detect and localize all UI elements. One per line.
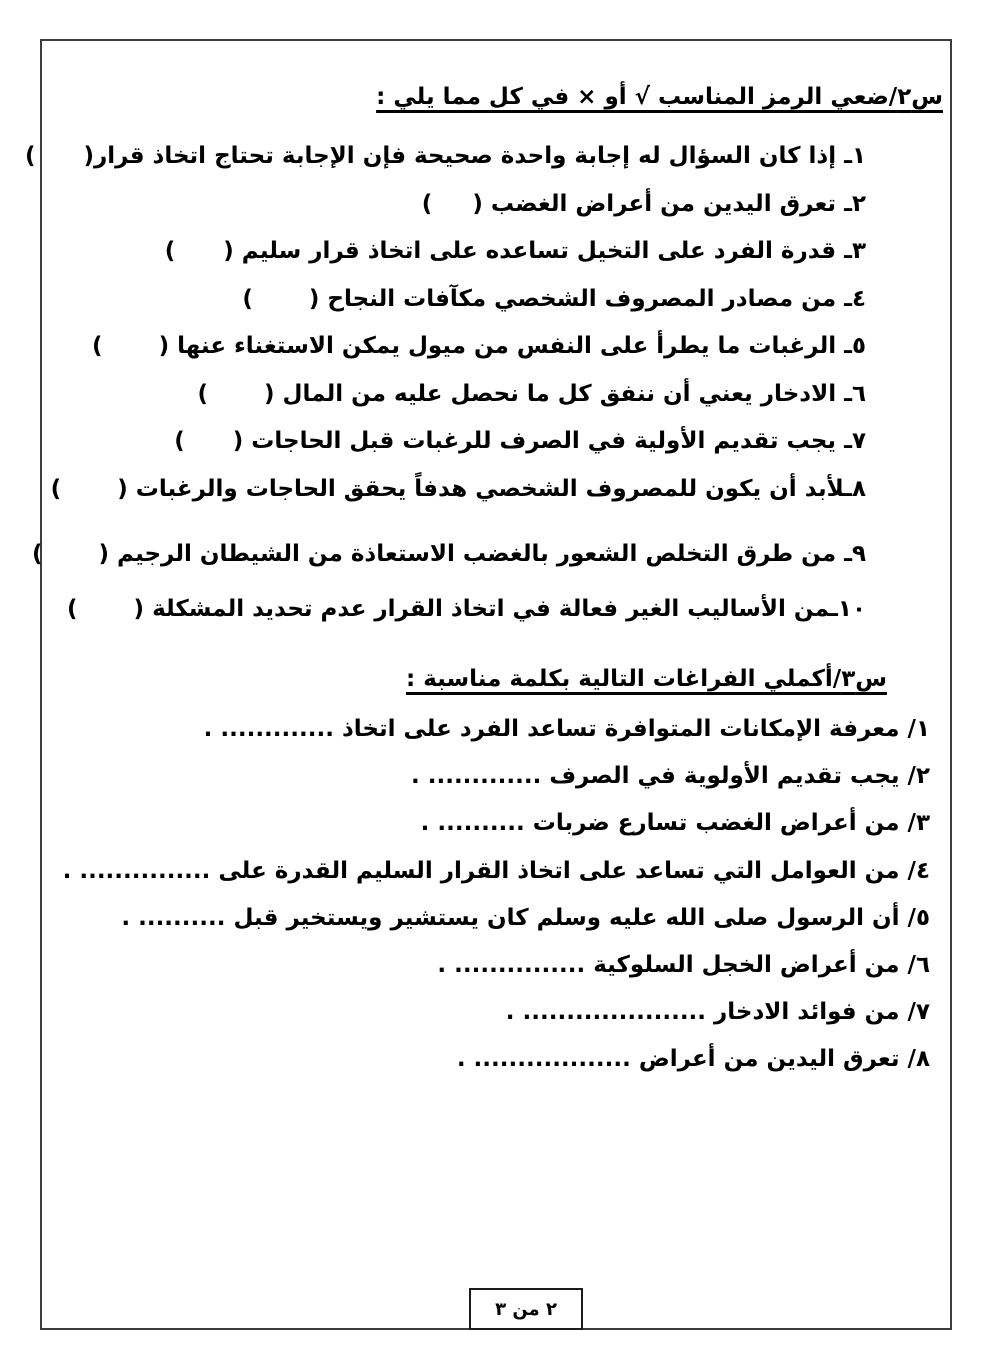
fill-blank-item-4: ٤/ من العوامل التي تساعد على اتخاذ القرار السليم القدرة على ............... . bbox=[62, 857, 930, 884]
tf-question-4: ٤ـ من مصادر المصروف الشخصي مكآفات النجاح ( ) bbox=[242, 285, 866, 312]
tf-question-1: ١ـ إذا كان السؤال له إجابة واحدة صحيحة فإن الإجابة تحتاج اتخاذ قرار( ) bbox=[24, 143, 866, 169]
tf-question-10: ١٠ـمن الأساليب الغير فعالة في اتخاذ القرار عدم تحديد المشكلة ( ) bbox=[66, 595, 866, 622]
tf-question-6: ٦ـ الادخار يعني أن ننفق كل ما نحصل عليه من المال ( ) bbox=[197, 380, 866, 407]
tf-question-8: ٨ـلأبد أن يكون للمصروف الشخصي هدفاً يحقق الحاجات والرغبات ( ) bbox=[50, 475, 866, 502]
tf-question-2: ٢ـ تعرق اليدين من أعراض الغضب ( ) bbox=[421, 190, 866, 217]
page-number-text: ٢ من ٣ bbox=[495, 1298, 557, 1320]
tf-question-5: ٥ـ الرغبات ما يطرأ على النفس من ميول يمكن الاستغناء عنها ( ) bbox=[92, 333, 866, 359]
fill-blank-item-3: ٣/ من أعراض الغضب تسارع ضربات .......... . bbox=[420, 810, 930, 837]
fill-blank-item-6: ٦/ من أعراض الخجل السلوكية ............... . bbox=[437, 952, 930, 979]
section2-heading: س٢/ضعي الرمز المناسب √ أو × في كل مما يلي : bbox=[376, 84, 943, 110]
fill-blank-item-8: ٨/ تعرق اليدين من أعراض .................. . bbox=[456, 1046, 930, 1073]
tf-question-9: ٩ـ من طرق التخلص الشعور بالغضب الاستعاذة من الشيطان الرجيم ( ) bbox=[31, 541, 866, 567]
fill-blank-item-5: ٥/ أن الرسول صلى الله عليه وسلم كان يستشير ويستخير قبل .......... . bbox=[121, 904, 930, 931]
fill-blank-item-7: ٧/ من فوائد الادخار ..................... . bbox=[505, 999, 930, 1026]
true-false-question-list bbox=[25, 133, 866, 633]
tf-question-3: ٣ـ قدرة الفرد على التخيل تساعده على اتخاذ قرار سليم ( ) bbox=[164, 238, 866, 264]
fill-blank-item-1: ١/ معرفة الإمكانات المتوافرة تساعد الفرد على اتخاذ ............. . bbox=[203, 716, 930, 742]
page-number-box bbox=[469, 1288, 583, 1330]
tf-question-7: ٧ـ يجب تقديم الأولية في الصرف للرغبات قبل الحاجات ( ) bbox=[174, 428, 866, 454]
fill-blank-item-list bbox=[63, 706, 930, 1084]
fill-blank-item-2: ٢/ يجب تقديم الأولوية في الصرف ............. . bbox=[410, 763, 930, 790]
section3-heading: س٣/أكملي الفراغات التالية بكلمة مناسبة : bbox=[406, 666, 887, 692]
